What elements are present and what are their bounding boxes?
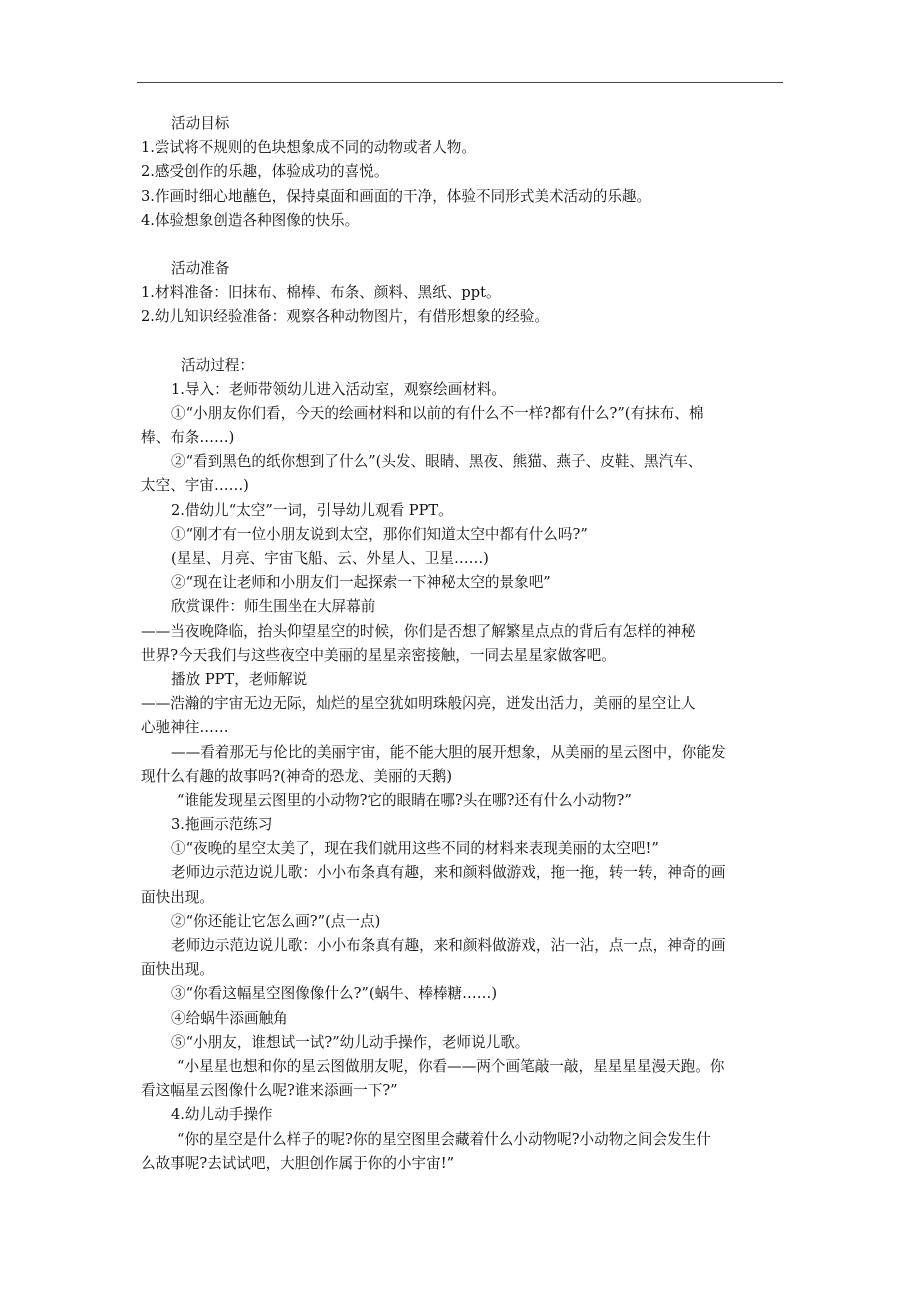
process-line: 现什么有趣的故事吗?(神奇的恐龙、美丽的天鹅) (141, 767, 453, 785)
process-line: 老师边示范边说儿歌：小小布条真有趣，来和颜料做游戏，拖一拖，转一转，神奇的画 (171, 864, 726, 882)
process-line: 老师边示范边说儿歌：小小布条真有趣，来和颜料做游戏，沾一沾，点一点，神奇的画 (171, 937, 726, 954)
process-line: 面快出现。 (141, 961, 214, 979)
process-line: 3.拖画示范练习 (171, 816, 273, 834)
process-line: ——看着那无与伦比的美丽宇宙，能不能大胆的展开想象，从美丽的星云图中，你能发 (171, 743, 726, 761)
process-line: ③“你看这幅星空图像像什么?”(蜗牛、棒棒糖……) (171, 985, 498, 1003)
process-line: 2.借幼儿“太空”一词，引导幼儿观看 PPT。 (171, 501, 453, 519)
process-line: 面快出现。 (141, 888, 214, 906)
goal-item: 1.尝试将不规则的色块想象成不同的动物或者人物。 (141, 139, 476, 157)
process-line: 4.幼儿动手操作 (171, 1106, 273, 1124)
process-line: 1.导入：老师带领幼儿进入活动室，观察绘画材料。 (171, 380, 506, 398)
process-line: ②“看到黑色的纸你想到了什么”(头发、眼睛、黑夜、熊猫、燕子、皮鞋、黑汽车、 (171, 453, 703, 471)
prep-item: 2.幼儿知识经验准备：观察各种动物图片，有借形想象的经验。 (141, 308, 549, 326)
process-line: 看这幅星云图像什么呢?谁来添画一下?” (141, 1082, 398, 1100)
section-gap (141, 330, 783, 354)
header-rule (137, 82, 783, 83)
process-line: ②“现在让老师和小朋友们一起探索一下神秘太空的景象吧” (171, 574, 551, 592)
process-line: 么故事呢?去试试吧，大胆创作属于你的小宇宙!” (141, 1154, 455, 1172)
prep-heading: 活动准备 (171, 259, 230, 277)
process-line: 棒、布条……) (141, 429, 235, 447)
process-line: “小星星也想和你的星云图做朋友呢，你看——两个画笔敲一敲，星星星星漫天跑。你 (177, 1057, 725, 1075)
section-gap (141, 233, 783, 257)
process-line: 播放 PPT，老师解说 (171, 670, 308, 688)
prep-item: 1.材料准备：旧抹布、棉棒、布条、颜料、黑纸、ppt。 (141, 284, 501, 302)
process-line: “谁能发现星云图里的小动物?它的眼睛在哪?头在哪?还有什么小动物?” (177, 791, 632, 809)
process-line: (星星、月亮、宇宙飞船、云、外星人、卫星……) (171, 550, 489, 567)
process-line: 心驰神往…… (141, 719, 229, 737)
goal-item: 2.感受创作的乐趣，体验成功的喜悦。 (141, 163, 389, 181)
process-line: ①“小朋友你们看，今天的绘画材料和以前的有什么不一样?都有什么?”(有抹布、棉 (171, 404, 704, 422)
document-body (141, 112, 783, 1176)
process-line: ⑤“小朋友，谁想试一试?”幼儿动手操作，老师说儿歌。 (171, 1033, 530, 1051)
process-heading: 活动过程： (181, 356, 254, 374)
process-line: 世界?今天我们与这些夜空中美丽的星星亲密接触，一同去星星家做客吧。 (141, 646, 616, 664)
goal-item: 3.作画时细心地蘸色，保持桌面和画面的干净，体验不同形式美术活动的乐趣。 (141, 187, 652, 205)
process-line: 太空、宇宙……) (141, 477, 249, 495)
goal-item: 4.体验想象创造各种图像的快乐。 (141, 211, 360, 229)
goals-heading: 活动目标 (171, 115, 230, 132)
process-line: ①“刚才有一位小朋友说到太空，那你们知道太空中都有什么吗?” (171, 525, 588, 543)
process-line: ④给蜗牛添画触角 (171, 1009, 288, 1027)
process-line: “你的星空是什么样子的呢?你的星空图里会藏着什么小动物呢?小动物之间会发生什 (177, 1130, 711, 1148)
process-line: ②“你还能让它怎么画?”(点一点) (171, 912, 381, 930)
process-line: ——当夜晚降临，抬头仰望星空的时候，你们是否想了解繁星点点的背后有怎样的神秘 (141, 622, 696, 640)
process-line: ①“夜晚的星空太美了，现在我们就用这些不同的材料来表现美丽的太空吧!” (171, 840, 659, 858)
process-line: ——浩瀚的宇宙无边无际，灿烂的星空犹如明珠般闪亮，迸发出活力，美丽的星空让人 (141, 695, 696, 713)
process-line: 欣赏课件：师生围坐在大屏幕前 (171, 598, 376, 616)
